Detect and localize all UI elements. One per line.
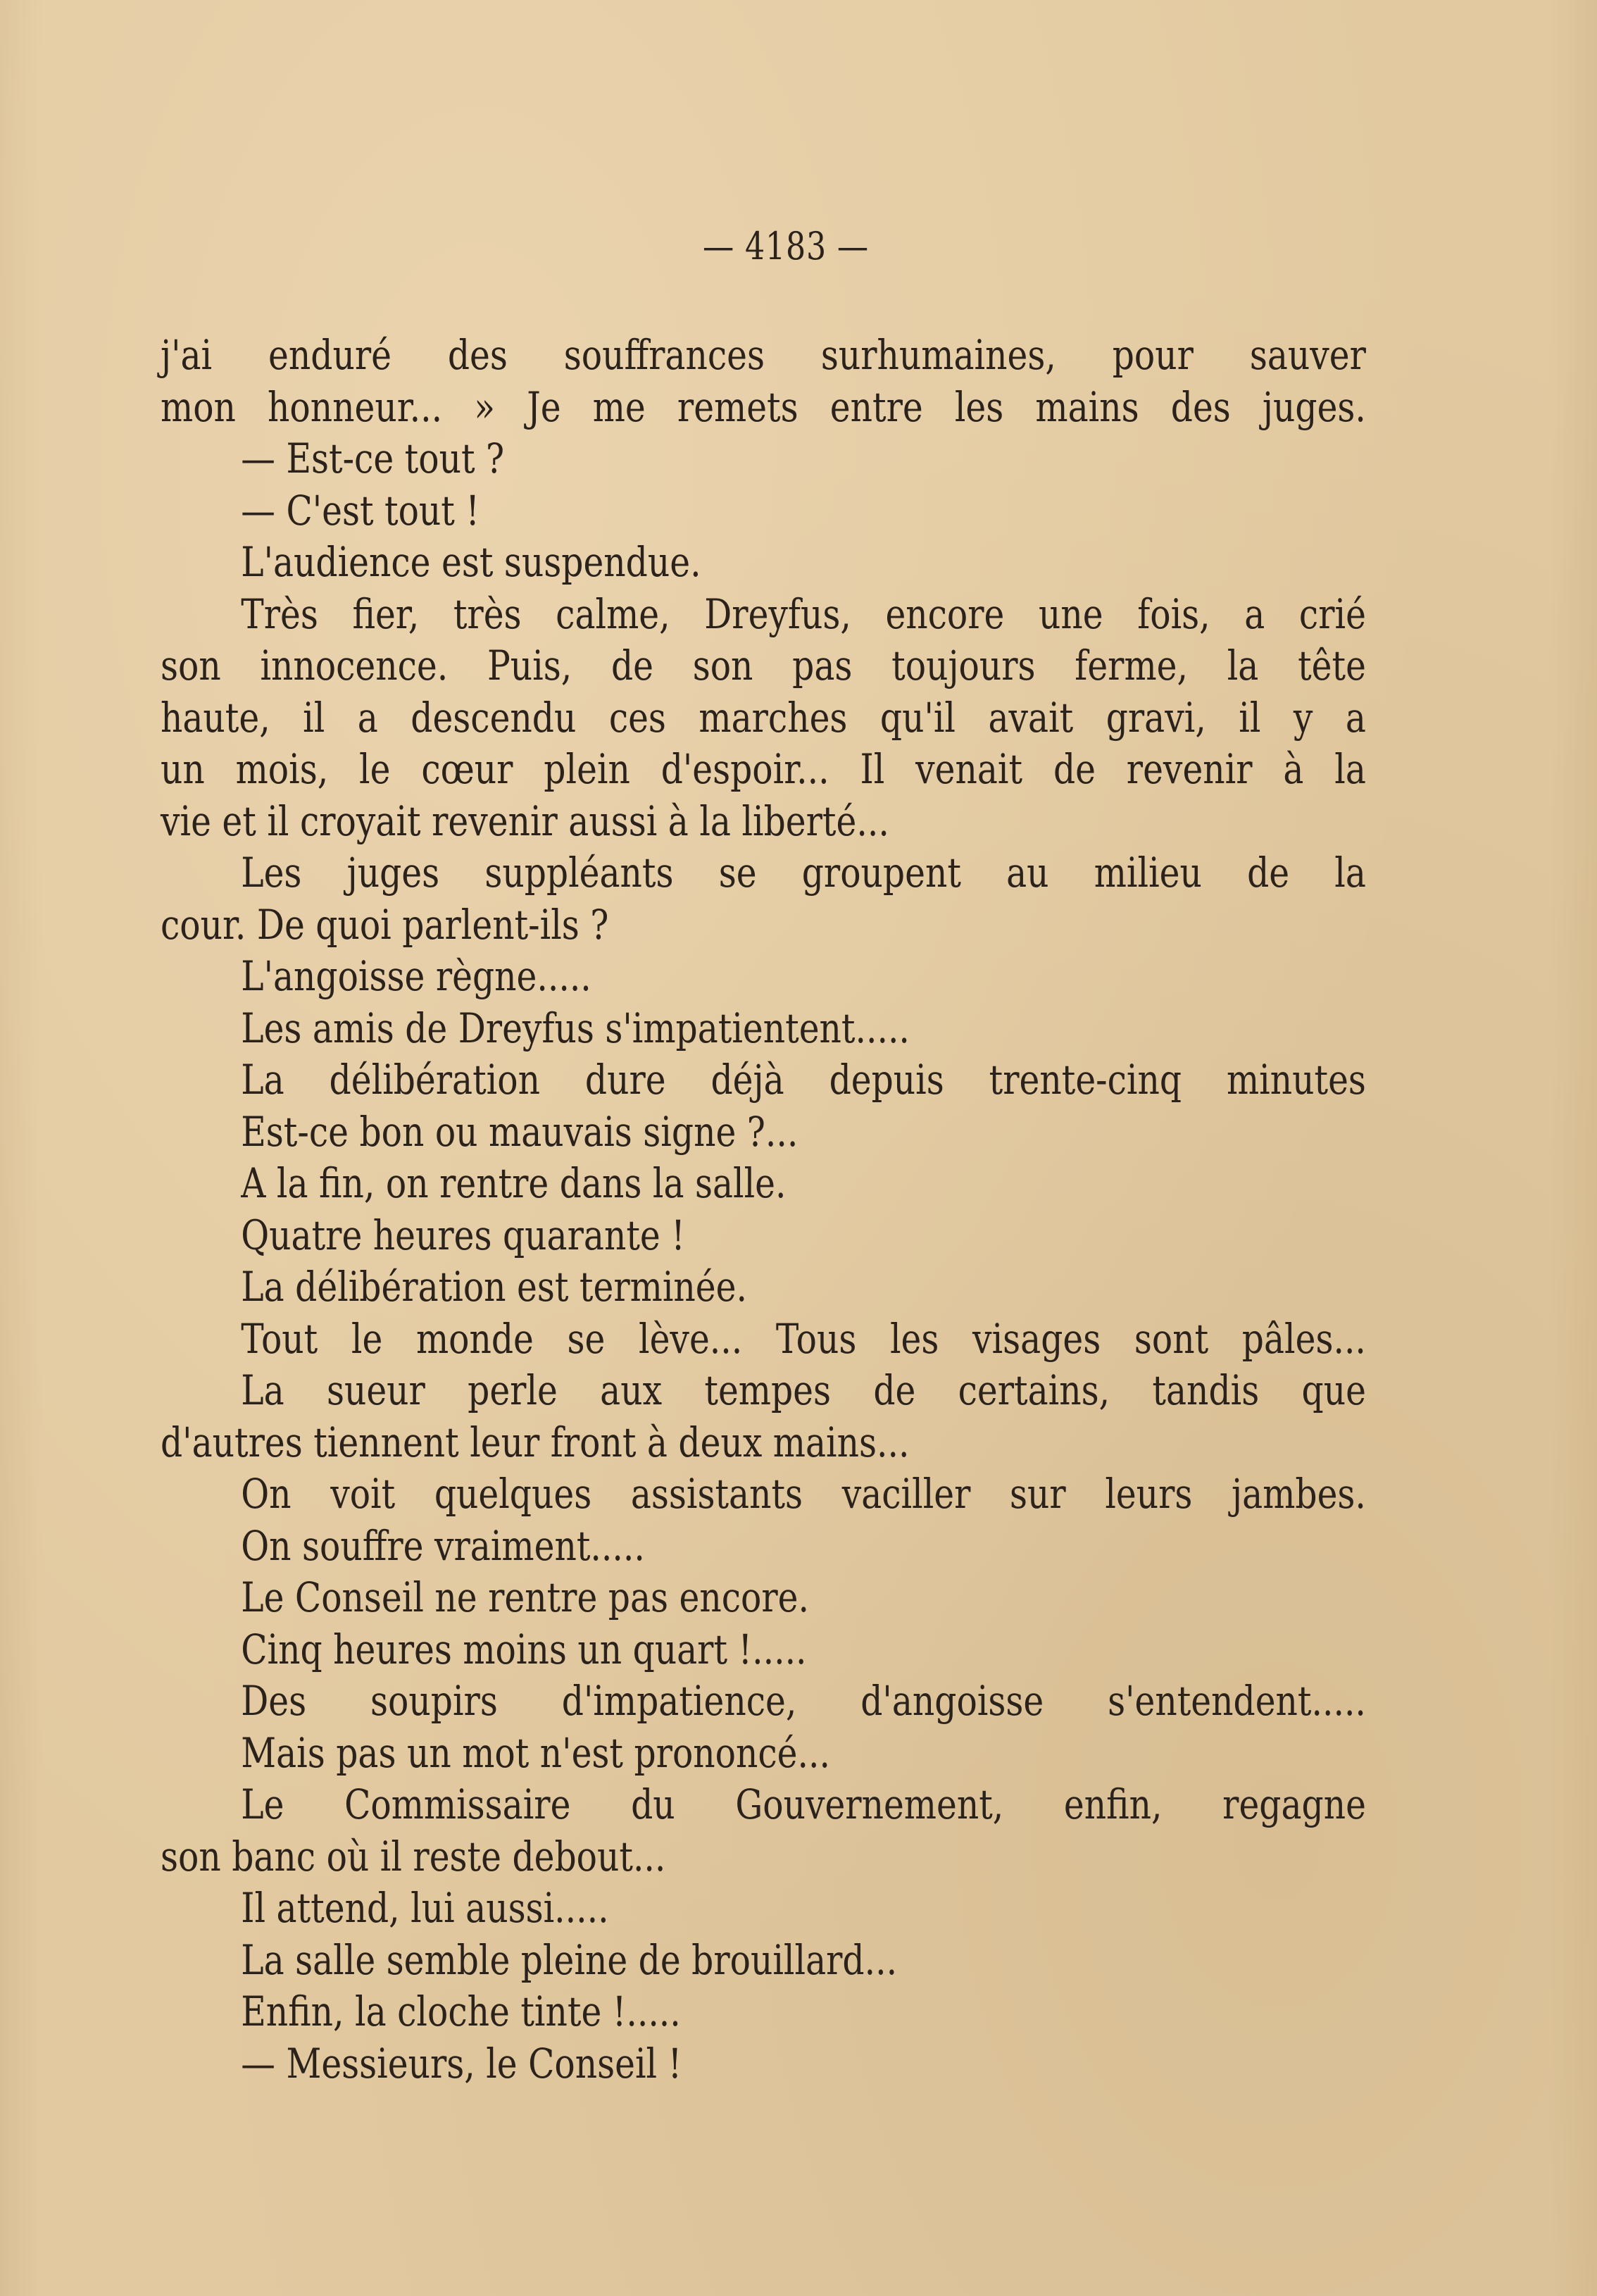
text-line: Le Conseil ne rentre pas encore. [241,1573,809,1621]
text-line: son banc où il reste debout... [161,1832,666,1880]
body-text [161,330,1366,2090]
text-line: un mois, le cœur plein d'espoir... Il venait de revenir à la [161,745,1366,793]
text-line: Il attend, lui aussi..... [241,1884,609,1932]
text-line: On voit quelques assistants vaciller sur leurs jambes. [241,1470,1366,1518]
text-line: L'angoisse règne..... [241,952,591,1000]
text-line: — C'est tout ! [241,486,480,535]
text-line: Les amis de Dreyfus s'impatientent..... [241,1004,910,1052]
text-line: La délibération dure déjà depuis trente-cinq minutes [241,1056,1366,1104]
text-line: — Messieurs, le Conseil ! [241,2039,682,2088]
text-line: On souffre vraiment..... [241,1521,645,1570]
text-line: Tout le monde se lève... Tous les visages sont pâles... [241,1314,1366,1363]
text-line: La délibération est terminée. [241,1263,747,1311]
text-line: Mais pas un mot n'est prononcé... [241,1728,830,1777]
text-line: Des soupirs d'impatience, d'angoisse s'entendent..... [241,1677,1366,1725]
text-line: La salle semble pleine de brouillard... [241,1935,898,1984]
text-line: La sueur perle aux tempes de certains, tandis que [241,1366,1366,1414]
text-line: Cinq heures moins un quart !..... [241,1625,807,1673]
text-line: — Est-ce tout ? [241,435,505,482]
text-line: L'audience est suspendue. [241,538,701,586]
text-line: j'ai enduré des souffrances surhumaines, pour sauver [161,331,1366,379]
text-line: Le Commissaire du Gouvernement, enfin, regagne [241,1780,1366,1828]
text-line: d'autres tiennent leur front à deux mains... [161,1418,910,1466]
text-line: Est-ce bon ou mauvais signe ?... [241,1107,798,1156]
text-line: Les juges suppléants se groupent au milieu de la [241,849,1366,897]
text-line: cour. De quoi parlent-ils ? [161,900,609,949]
page-number: — 4183 — [703,224,869,268]
text-line: Quatre heures quarante ! [241,1211,685,1259]
text-line: Très fier, très calme, Dreyfus, encore une fois, a crié [241,589,1366,638]
text-line: son innocence. Puis, de son pas toujours ferme, la tête [161,642,1366,690]
text-line: Enfin, la cloche tinte !..... [241,1988,681,2035]
text-line: mon honneur... » Je me remets entre les mains des juges. [161,382,1366,431]
text-line: A la fin, on rentre dans la salle. [241,1159,787,1207]
text-line: vie et il croyait revenir aussi à la liberté... [161,797,889,845]
text-line: haute, il a descendu ces marches qu'il avait gravi, il y a [161,693,1366,742]
